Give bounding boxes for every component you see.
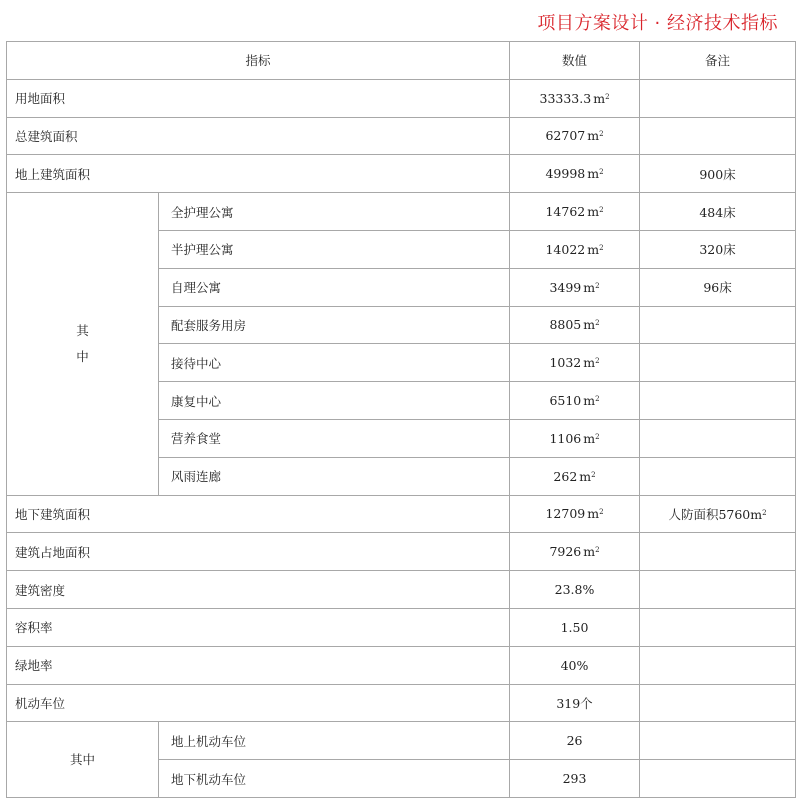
group-label-qizhong: 其 中 (7, 193, 159, 495)
indicators-table (6, 41, 796, 798)
table-row (7, 646, 796, 684)
row-note: 96床 (640, 268, 796, 306)
row-note (640, 608, 796, 646)
sub-label: 地下机动车位 (159, 760, 510, 798)
row-value: 14022 $m^2$ (510, 230, 640, 268)
sub-label: 配套服务用房 (159, 306, 510, 344)
row-value: 3499 $m^2$ (510, 268, 640, 306)
sub-label: 接待中心 (159, 344, 510, 382)
row-value: 262 $m^2$ (510, 457, 640, 495)
row-label: 用地面积 (7, 79, 510, 117)
row-value: 62707 $m^2$ (510, 117, 640, 155)
header-value: 数值 (510, 42, 640, 80)
row-value: 1032 $m^2$ (510, 344, 640, 382)
row-note (640, 760, 796, 798)
table-row (7, 722, 796, 760)
row-value: 49998 $m^2$ (510, 155, 640, 193)
row-value: 1.50 (510, 608, 640, 646)
header-note: 备注 (640, 42, 796, 80)
sub-label: 康复中心 (159, 382, 510, 420)
row-note (640, 117, 796, 155)
row-note: 人防面积$5760m^2$ (640, 495, 796, 533)
row-label: 地下建筑面积 (7, 495, 510, 533)
row-note: 320床 (640, 230, 796, 268)
row-value: 319个 (510, 684, 640, 722)
table-row (7, 684, 796, 722)
row-value: 8805 $m^2$ (510, 306, 640, 344)
table-row (7, 79, 796, 117)
row-note (640, 646, 796, 684)
row-note (640, 457, 796, 495)
row-note (640, 419, 796, 457)
header-indicator: 指标 (7, 42, 510, 80)
table-row (7, 533, 796, 571)
group-label-parking: 其中 (7, 722, 159, 798)
row-note (640, 306, 796, 344)
row-note: 900床 (640, 155, 796, 193)
row-note (640, 344, 796, 382)
sub-label: 风雨连廊 (159, 457, 510, 495)
row-note: 484床 (640, 193, 796, 231)
row-value: 1106 $m^2$ (510, 419, 640, 457)
sub-label: 地上机动车位 (159, 722, 510, 760)
table-header-row (7, 42, 796, 80)
row-value: 40% (510, 646, 640, 684)
row-note (640, 533, 796, 571)
row-label: 建筑占地面积 (7, 533, 510, 571)
page-title: 项目方案设计 · 经济技术指标 (537, 13, 778, 34)
row-value: 6510 $m^2$ (510, 382, 640, 420)
table-row (7, 155, 796, 193)
row-note (640, 571, 796, 609)
row-note (640, 79, 796, 117)
table-row (7, 495, 796, 533)
sub-label: 自理公寓 (159, 268, 510, 306)
row-label: 地上建筑面积 (7, 155, 510, 193)
table-row (7, 193, 796, 231)
row-value: 23.8% (510, 571, 640, 609)
row-note (640, 722, 796, 760)
table-row (7, 117, 796, 155)
row-note (640, 684, 796, 722)
row-value: 293 (510, 760, 640, 798)
sub-label: 半护理公寓 (159, 230, 510, 268)
row-value: 33333.3 $m^2$ (510, 79, 640, 117)
table-row (7, 571, 796, 609)
row-label: 绿地率 (7, 646, 510, 684)
sub-label: 全护理公寓 (159, 193, 510, 231)
row-value: 26 (510, 722, 640, 760)
row-note (640, 382, 796, 420)
row-value: 12709 $m^2$ (510, 495, 640, 533)
row-label: 机动车位 (7, 684, 510, 722)
row-label: 总建筑面积 (7, 117, 510, 155)
row-label: 建筑密度 (7, 571, 510, 609)
table-row (7, 608, 796, 646)
row-value: 14762 $m^2$ (510, 193, 640, 231)
row-value: 7926 $m^2$ (510, 533, 640, 571)
row-label: 容积率 (7, 608, 510, 646)
sub-label: 营养食堂 (159, 419, 510, 457)
